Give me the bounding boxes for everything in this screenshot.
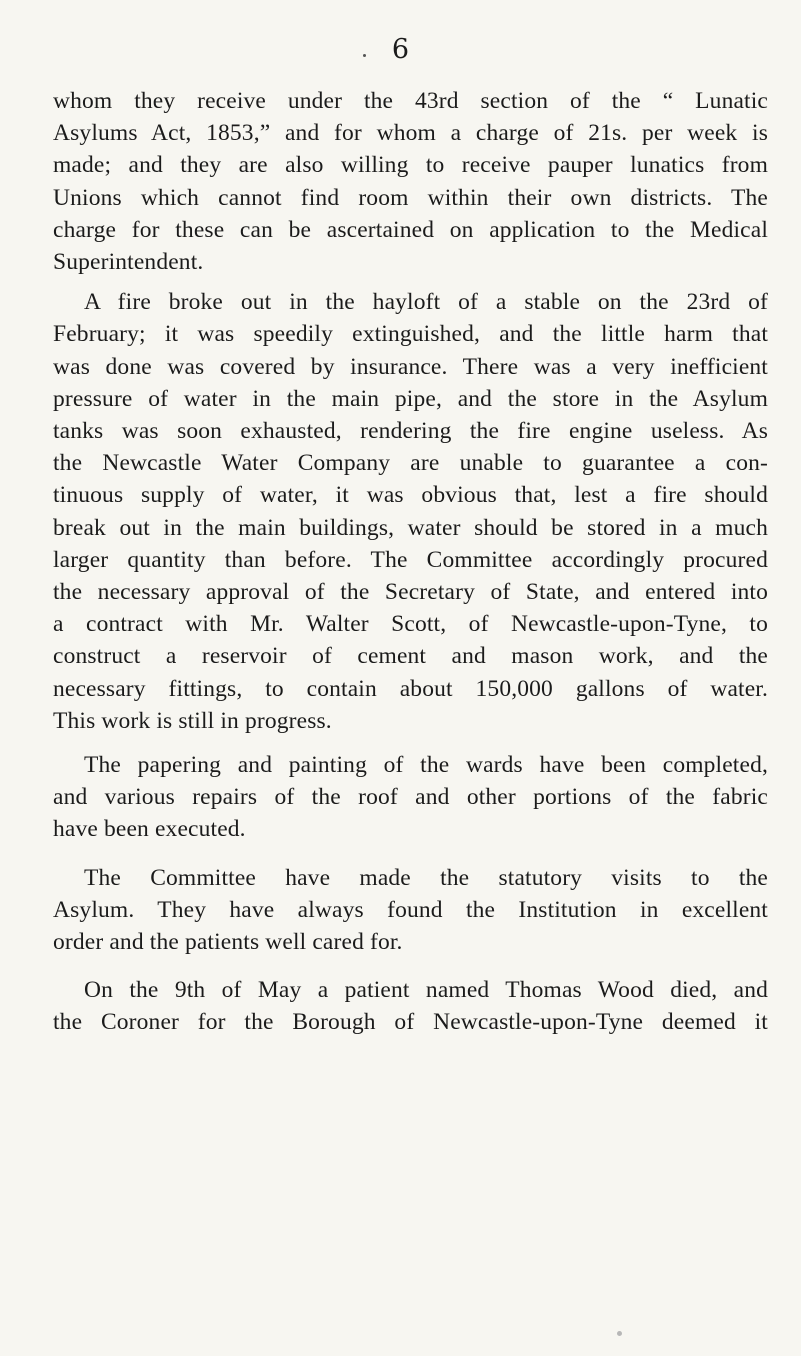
text-line: Superintendent. bbox=[53, 249, 204, 276]
text-line: made; and they are also willing to receive pauper lunatics from bbox=[53, 152, 768, 179]
body-text bbox=[53, 85, 768, 1039]
text-line: Asylums Act, 1853,” and for whom a charge of 21s. per week is bbox=[53, 120, 768, 147]
text-line: pressure of water in the main pipe, and the store in the Asylum bbox=[53, 385, 768, 412]
paragraph bbox=[53, 286, 768, 737]
paragraph bbox=[53, 862, 768, 959]
text-line: the Newcastle Water Company are unable to guarantee a con- bbox=[53, 450, 768, 477]
stray-ink-mark bbox=[617, 1331, 622, 1336]
text-line: charge for these can be ascertained on application to the Medical bbox=[53, 216, 768, 243]
text-line: construct a reservoir of cement and mason work, and the bbox=[53, 643, 768, 670]
text-line: larger quantity than before. The Committee accordingly procured bbox=[53, 546, 768, 573]
text-line: the Coroner for the Borough of Newcastle-upon-Tyne deemed it bbox=[53, 1009, 768, 1036]
text-line: the necessary approval of the Secretary of State, and entered into bbox=[53, 579, 768, 606]
text-line: The papering and painting of the wards have been completed, bbox=[84, 752, 768, 779]
text-line: Unions which cannot find room within their own districts. The bbox=[53, 184, 768, 211]
text-line: tinuous supply of water, it was obvious that, lest a fire should bbox=[53, 482, 768, 509]
text-line: was done was covered by insurance. There was a very inefficient bbox=[53, 353, 768, 380]
text-line: This work is still in progress. bbox=[53, 707, 332, 734]
text-line: Asylum. They have always found the Institution in excellent bbox=[53, 896, 768, 923]
paragraph bbox=[53, 974, 768, 1038]
paragraph bbox=[53, 749, 768, 846]
paragraph bbox=[53, 85, 768, 278]
page-number: 6 bbox=[391, 34, 410, 65]
text-line: a contract with Mr. Walter Scott, of Newcastle-upon-Tyne, to bbox=[53, 611, 768, 638]
text-line: and various repairs of the roof and other portions of the fabric bbox=[53, 784, 768, 811]
text-line: February; it was speedily extinguished, and the little harm that bbox=[53, 321, 768, 348]
text-line: order and the patients well cared for. bbox=[53, 929, 403, 956]
text-line: A fire broke out in the hayloft of a stable on the 23rd of bbox=[84, 289, 768, 316]
text-line: necessary fittings, to contain about 150,000 gallons of water. bbox=[53, 675, 768, 702]
text-line: On the 9th of May a patient named Thomas Wood died, and bbox=[84, 977, 768, 1004]
text-line: tanks was soon exhausted, rendering the fire engine useless. As bbox=[53, 418, 768, 445]
text-line: have been executed. bbox=[53, 816, 246, 843]
text-line: whom they receive under the 43rd section of the “ Lunatic bbox=[53, 88, 768, 114]
text-line: break out in the main buildings, water should be stored in a much bbox=[53, 514, 768, 541]
text-line: The Committee have made the statutory visits to the bbox=[84, 864, 768, 891]
